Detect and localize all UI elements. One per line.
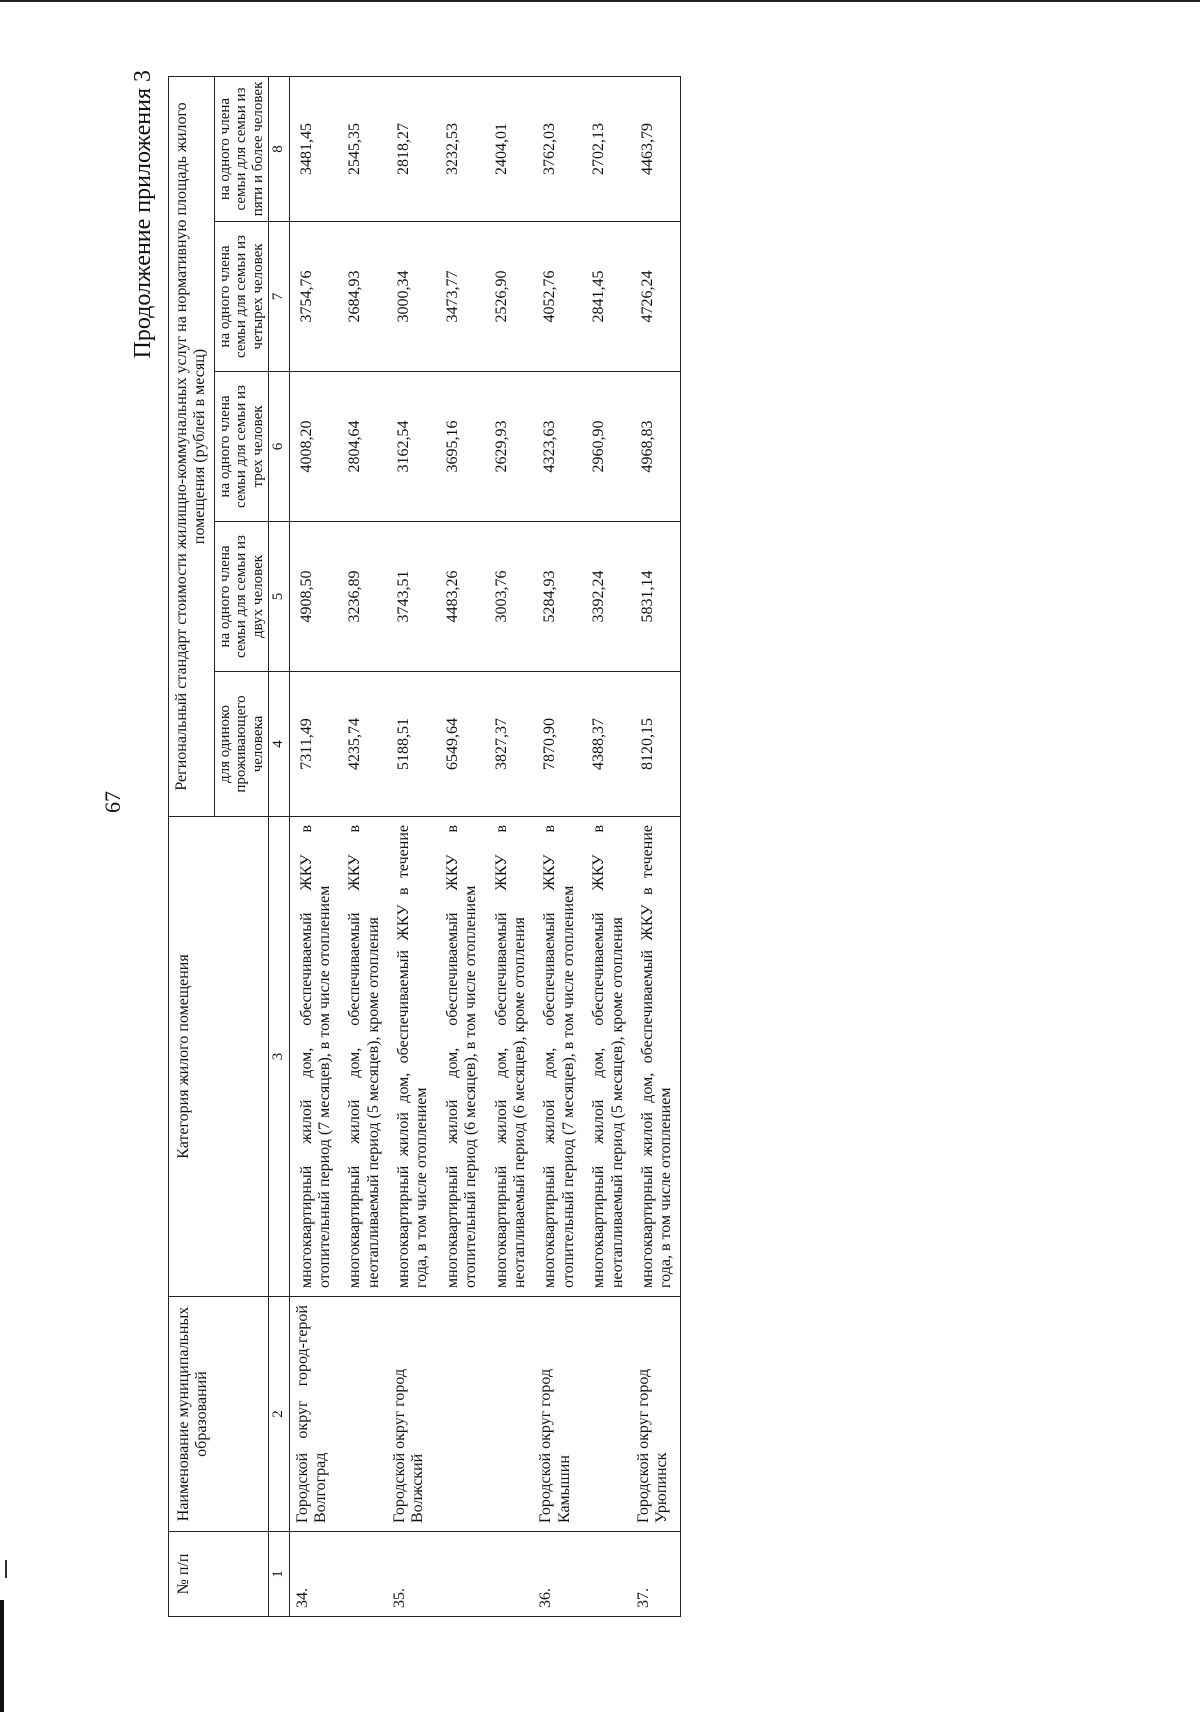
header-num-1: 1 [269, 1532, 289, 1617]
header-sub-five: на одного члена семьи для семьи из пяти и более человек [214, 76, 269, 221]
value-five: 3481,45 [289, 76, 338, 221]
value-two: 3003,76 [485, 522, 534, 672]
value-single: 5188,51 [387, 672, 436, 817]
header-col-no: № п/п [169, 1532, 269, 1617]
municipality-name: Городской округ город Волжский [387, 1297, 533, 1532]
header-col-standard: Региональный стандарт стоимости жилищно-коммунальных услуг на нормативную площадь жилого помещения (рублей в месяц) [169, 76, 215, 816]
value-four: 2684,93 [338, 222, 387, 372]
value-two: 4483,26 [436, 522, 485, 672]
value-five: 2702,13 [582, 76, 631, 221]
value-four: 3754,76 [289, 222, 338, 372]
value-five: 4463,79 [631, 76, 680, 221]
value-two: 3392,24 [582, 522, 631, 672]
value-single: 7870,90 [533, 672, 582, 817]
value-five: 2818,27 [387, 76, 436, 221]
value-four: 3000,34 [387, 222, 436, 372]
value-two: 5831,14 [631, 522, 680, 672]
header-num-2: 2 [269, 1297, 289, 1532]
value-single: 3827,37 [485, 672, 534, 817]
header-num-6: 6 [269, 372, 289, 522]
value-three: 2804,64 [338, 372, 387, 522]
header-col-category: Категория жилого помещения [169, 817, 269, 1297]
value-five: 3232,53 [436, 76, 485, 221]
header-sub-three: на одного члена семьи для семьи из трех человек [214, 372, 269, 522]
value-four: 4052,76 [533, 222, 582, 372]
value-three: 4968,83 [631, 372, 680, 522]
row-number: 37. [631, 1532, 680, 1617]
category-cell: многоквартирный жилой дом, обеспечиваемый ЖКУ в течение года, в том числе отоплением [387, 817, 436, 1297]
value-three: 2629,93 [485, 372, 534, 522]
value-single: 8120,15 [631, 672, 680, 817]
value-two: 5284,93 [533, 522, 582, 672]
row-number: 34. [289, 1532, 387, 1617]
table-row [289, 76, 338, 1616]
value-five: 2545,35 [338, 76, 387, 221]
table-header [169, 76, 290, 1616]
table-row [387, 76, 436, 1616]
value-four: 2841,45 [582, 222, 631, 372]
header-num-4: 4 [269, 672, 289, 817]
value-two: 4908,50 [289, 522, 338, 672]
category-cell: многоквартирный жилой дом, обеспечиваемый ЖКУ в течение года, в том числе отоплением [631, 817, 680, 1297]
header-sub-two: на одного члена семьи для семьи из двух человек [214, 522, 269, 672]
value-two: 3743,51 [387, 522, 436, 672]
municipality-name-part: Волгоград [311, 1452, 329, 1523]
category-cell: многоквартирный жилой дом, обеспечиваемый ЖКУ в неотапливаемый период (6 месяцев), кроме отопления [485, 817, 534, 1297]
row-number: 35. [387, 1532, 533, 1617]
table-body [289, 76, 680, 1616]
category-cell: многоквартирный жилой дом, обеспечиваемый ЖКУ в отопительный период (7 месяцев), в том числе отоплением [289, 817, 338, 1297]
value-three: 3162,54 [387, 372, 436, 522]
municipality-name-part: город-герой [293, 1305, 311, 1387]
category-cell: многоквартирный жилой дом, обеспечиваемый ЖКУ в отопительный период (6 месяцев), в том числе отоплением [436, 817, 485, 1297]
page-number: 67 [100, 791, 125, 813]
table-row [631, 76, 680, 1616]
header-num-8: 8 [269, 76, 289, 221]
header-num-7: 7 [269, 222, 289, 372]
table-row [533, 76, 582, 1616]
value-three: 4323,63 [533, 372, 582, 522]
standard-table [168, 76, 681, 1617]
header-sub-single: для одиноко проживающего человека [214, 672, 269, 817]
municipality-name-part: Городской [293, 1452, 311, 1523]
value-three: 2960,90 [582, 372, 631, 522]
value-three: 3695,16 [436, 372, 485, 522]
value-three: 4008,20 [289, 372, 338, 522]
value-single: 4235,74 [338, 672, 387, 817]
category-cell: многоквартирный жилой дом, обеспечиваемый ЖКУ в неотапливаемый период (5 месяцев), кроме отопления [338, 817, 387, 1297]
header-sub-four: на одного члена семьи для семьи из четырех человек [214, 222, 269, 372]
municipality-name: Городской округ город Урюпинск [631, 1297, 680, 1532]
continuation-title: Продолжение приложения 3 [130, 70, 156, 359]
municipality-name [289, 1297, 387, 1532]
value-four: 2526,90 [485, 222, 534, 372]
municipality-name-part: округ [293, 1400, 311, 1439]
value-single: 7311,49 [289, 672, 338, 817]
row-number: 36. [533, 1532, 631, 1617]
value-four: 4726,24 [631, 222, 680, 372]
value-five: 2404,01 [485, 76, 534, 221]
header-num-3: 3 [269, 817, 289, 1297]
value-five: 3762,03 [533, 76, 582, 221]
category-cell: многоквартирный жилой дом, обеспечиваемый ЖКУ в отопительный период (7 месяцев), в том числе отоплением [533, 817, 582, 1297]
value-two: 3236,89 [338, 522, 387, 672]
value-four: 3473,77 [436, 222, 485, 372]
header-num-5: 5 [269, 522, 289, 672]
value-single: 6549,64 [436, 672, 485, 817]
header-col-name: Наименование муниципальных образований [169, 1297, 269, 1532]
value-single: 4388,37 [582, 672, 631, 817]
category-cell: многоквартирный жилой дом, обеспечиваемый ЖКУ в неотапливаемый период (5 месяцев), кроме отопления [582, 817, 631, 1297]
municipality-name: Городской округ город Камышин [533, 1297, 631, 1532]
